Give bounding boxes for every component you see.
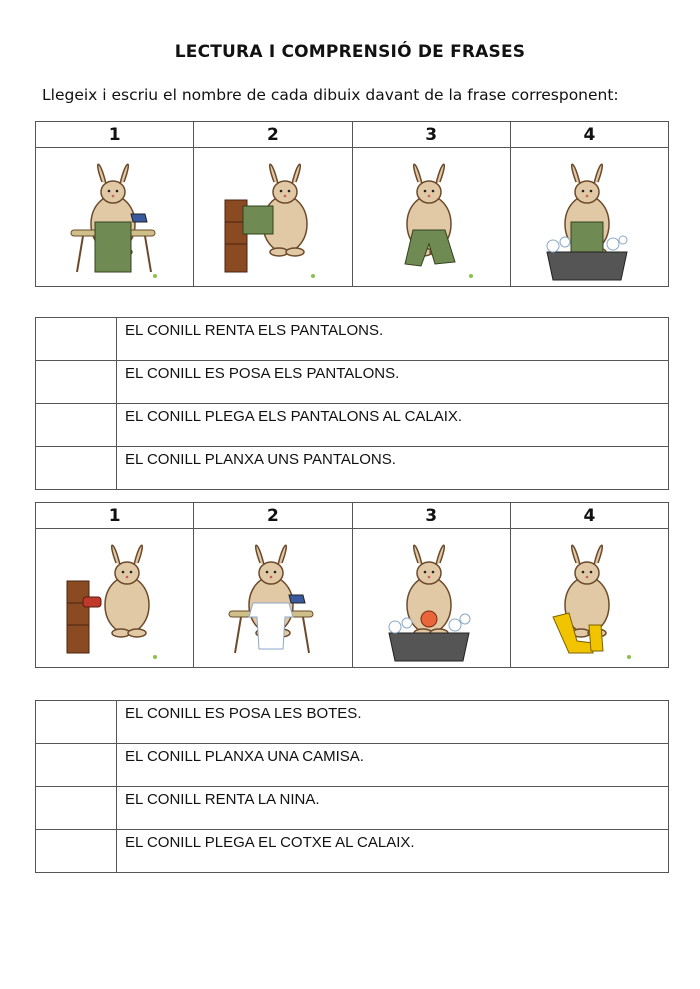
sentence-table-2 xyxy=(35,700,669,873)
answer-box[interactable] xyxy=(36,361,117,404)
rabbit-washing-doll-image xyxy=(352,529,510,668)
rabbit-ironing-shirt-image xyxy=(194,529,352,668)
rabbit-putting-on-trousers-image xyxy=(352,148,510,287)
sentence-row xyxy=(36,404,669,447)
sentence-row xyxy=(36,318,669,361)
answer-box[interactable] xyxy=(36,830,117,873)
sentence-text: EL CONILL PLANXA UNS PANTALONS. xyxy=(117,447,669,490)
sentence-row xyxy=(36,787,669,830)
answer-box[interactable] xyxy=(36,404,117,447)
sentence-text: EL CONILL RENTA ELS PANTALONS. xyxy=(117,318,669,361)
sentence-row xyxy=(36,701,669,744)
rabbit-drawer-car-image xyxy=(36,529,194,668)
sentence-text: EL CONILL PLANXA UNA CAMISA. xyxy=(117,744,669,787)
sentence-text: EL CONILL PLEGA EL COTXE AL CALAIX. xyxy=(117,830,669,873)
instruction-text: Llegeix i escriu el nombre de cada dibuix davant de la frase corresponent: xyxy=(42,86,619,104)
answer-box[interactable] xyxy=(36,787,117,830)
sentence-row xyxy=(36,830,669,873)
rabbit-ironing-trousers-image xyxy=(36,148,194,287)
rabbit-folding-trousers-image xyxy=(194,148,352,287)
picture-number: 4 xyxy=(510,503,668,529)
picture-table-2 xyxy=(35,502,669,668)
picture-number: 1 xyxy=(36,122,194,148)
rabbit-washing-trousers-image xyxy=(510,148,668,287)
sentence-text: EL CONILL PLEGA ELS PANTALONS AL CALAIX. xyxy=(117,404,669,447)
sentence-text: EL CONILL RENTA LA NINA. xyxy=(117,787,669,830)
picture-number: 4 xyxy=(510,122,668,148)
sentence-row xyxy=(36,361,669,404)
sentence-table-1 xyxy=(35,317,669,490)
answer-box[interactable] xyxy=(36,744,117,787)
answer-box[interactable] xyxy=(36,318,117,361)
answer-box[interactable] xyxy=(36,447,117,490)
sentence-row xyxy=(36,744,669,787)
page-title: LECTURA I COMPRENSIÓ DE FRASES xyxy=(174,42,526,62)
picture-number: 2 xyxy=(194,503,352,529)
sentence-row xyxy=(36,447,669,490)
rabbit-putting-on-boots-image xyxy=(510,529,668,668)
answer-box[interactable] xyxy=(36,701,117,744)
picture-number: 3 xyxy=(352,503,510,529)
picture-number: 3 xyxy=(352,122,510,148)
sentence-text: EL CONILL ES POSA ELS PANTALONS. xyxy=(117,361,669,404)
picture-number: 2 xyxy=(194,122,352,148)
sentence-text: EL CONILL ES POSA LES BOTES. xyxy=(117,701,669,744)
picture-number: 1 xyxy=(36,503,194,529)
picture-table-1 xyxy=(35,121,669,287)
